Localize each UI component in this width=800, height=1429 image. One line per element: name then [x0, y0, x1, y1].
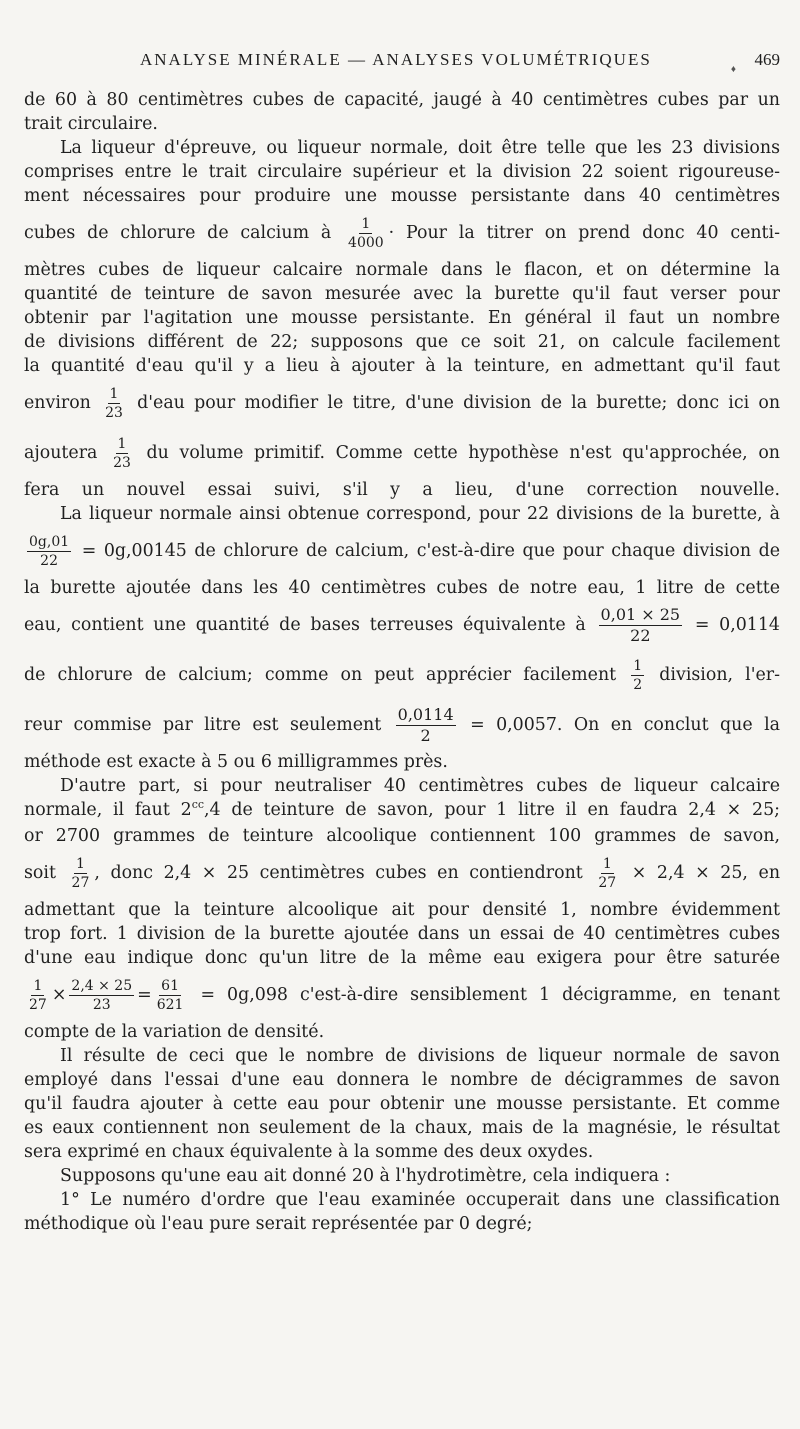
text-segment: reur commise par litre est seulement	[24, 715, 382, 735]
text-segment: · Pour la titrer on prend donc 40 centi-	[388, 223, 780, 243]
numerator: 0g,01	[29, 534, 70, 550]
denominator: 23	[105, 405, 123, 421]
numerator: 1	[361, 216, 371, 232]
text-segment: division, l'er-	[659, 665, 780, 685]
text-line: D'autre part, si pour neutraliser 40 centimètres cubes de liqueur calcaire	[60, 776, 780, 796]
text-segment: ajoutera	[24, 443, 98, 463]
text-line: obtenir par l'agitation une mousse persistante. En général il faut un nombre	[24, 308, 780, 328]
text-segment: = 0g,098 c'est-à-dire sensiblement 1 décigramme, en tenant	[200, 985, 780, 1005]
text-line	[24, 428, 780, 478]
page-header	[24, 46, 780, 76]
denominator: 2	[633, 677, 643, 693]
text-line: comprises entre le trait circulaire supérieur et la division 22 soient rigoureuse-	[24, 162, 780, 182]
text-line	[24, 600, 780, 650]
text-segment: =	[137, 985, 152, 1005]
fraction	[396, 707, 456, 744]
text-segment: de chlorure de calcium; comme on peut apprécier facilement	[24, 665, 617, 685]
denominator: 27	[598, 875, 617, 891]
running-title: ANALYSE MINÉRALE — ANALYSES VOLUMÉTRIQUES	[140, 50, 652, 69]
denominator: 23	[92, 997, 111, 1013]
text-segment: d'eau pour modifier le titre, d'une division de la burette; donc ici on	[137, 393, 781, 413]
text-line	[24, 208, 780, 258]
numerator: 0,0114	[397, 705, 454, 724]
text-line: méthodique où l'eau pure serait représentée par 0 degré;	[24, 1214, 533, 1234]
text-line: trait circulaire.	[24, 114, 158, 134]
text-line: trop fort. 1 division de la burette ajoutée dans un essai de 40 centimètres cubes	[24, 924, 780, 944]
numerator: 1	[602, 856, 612, 872]
text-line	[24, 526, 780, 576]
denominator: 2	[420, 726, 431, 745]
text-line	[24, 848, 780, 898]
numerator: 1	[75, 856, 85, 872]
text-line: mètres cubes de liqueur calcaire normale dans le flacon, et on détermine la	[24, 260, 780, 280]
text-segment: ,4 de teinture de savon, pour 1 litre il en faudra 2,4 × 25;	[204, 800, 780, 820]
text-segment: × 2,4 × 25, en	[631, 863, 781, 883]
text-line: or 2700 grammes de teinture alcoolique contiennent 100 grammes de savon,	[24, 826, 780, 846]
text-line	[24, 378, 780, 428]
numerator: 0,01 × 25	[600, 605, 681, 624]
fraction	[70, 857, 92, 890]
fraction	[111, 437, 133, 470]
print-mark: ♦	[730, 64, 738, 75]
text-segment: environ	[24, 393, 91, 413]
text-line: fera un nouvel essai suivi, s'il y a lieu, d'une correction nouvelle.	[24, 480, 780, 500]
text-line: 1° Le numéro d'ordre que l'eau examinée occuperait dans une classification	[60, 1190, 780, 1210]
fraction	[27, 979, 49, 1012]
numerator: 1	[109, 386, 119, 402]
text-line	[24, 798, 780, 824]
text-segment: soit	[24, 863, 56, 883]
text-line	[24, 970, 780, 1020]
text-line: La liqueur d'épreuve, ou liqueur normale, doit être telle que les 23 divisions	[60, 138, 780, 158]
denominator: 621	[156, 997, 184, 1013]
text-segment: cubes de chlorure de calcium à	[24, 223, 332, 243]
text-segment: = 0g,00145 de chlorure de calcium, c'est-à-dire que pour chaque division de	[81, 541, 780, 561]
text-line: admettant que la teinture alcoolique ait pour densité 1, nombre évidemment	[24, 900, 780, 920]
text-segment: ×	[51, 985, 67, 1005]
text-line: de 60 à 80 centimètres cubes de capacité, jaugé à 40 centimètres cubes par un	[24, 90, 780, 110]
text-line: quantité de teinture de savon mesurée avec la burette qu'il faut verser pour	[24, 284, 780, 304]
denominator: 4000	[348, 235, 384, 251]
text-line: d'une eau indique donc qu'un litre de la même eau exigera pour être saturée	[24, 948, 780, 968]
text-line: compte de la variation de densité.	[24, 1022, 325, 1042]
text-line: de divisions différent de 22; supposons que ce soit 21, on calcule facilement	[24, 332, 780, 352]
text-line: Il résulte de ceci que le nombre de divisions de liqueur normale de savon	[60, 1046, 780, 1066]
numerator: 1	[633, 658, 643, 674]
fraction	[631, 659, 644, 692]
page-number: 469	[754, 50, 780, 69]
text-line: ment nécessaires pour produire une mousse persistante dans 40 centimètres	[24, 186, 780, 206]
fraction	[27, 535, 71, 568]
denominator: 27	[29, 997, 47, 1013]
text-line: employé dans l'essai d'une eau donnera le nombre de décigrammes de savon	[24, 1070, 780, 1090]
text-line: méthode est exacte à 5 ou 6 milligrammes près.	[24, 752, 448, 772]
text-line: la quantité d'eau qu'il y a lieu à ajouter à la teinture, en admettant qu'il faut	[24, 356, 780, 376]
fraction	[599, 607, 683, 644]
superscript: cc	[191, 798, 205, 811]
text-segment: normale, il faut 2	[24, 800, 192, 820]
text-segment: eau, contient une quantité de bases terreuses équivalente à	[24, 615, 586, 635]
fraction	[69, 979, 134, 1012]
text-line: es eaux contiennent non seulement de la chaux, mais de la magnésie, le résultat	[24, 1118, 780, 1138]
numerator: 1	[33, 978, 43, 994]
text-line	[24, 650, 780, 700]
denominator: 23	[113, 455, 131, 471]
numerator: 2,4 × 25	[71, 978, 133, 994]
text-line: qu'il faudra ajouter à cette eau pour obtenir une mousse persistante. Et comme	[24, 1094, 780, 1114]
text-line: sera exprimé en chaux équivalente à la somme des deux oxydes.	[24, 1142, 594, 1162]
fraction	[346, 217, 386, 250]
text-line: Supposons qu'une eau ait donné 20 à l'hydrotimètre, cela indiquera :	[60, 1166, 671, 1186]
fraction	[103, 387, 125, 420]
fraction	[596, 857, 618, 890]
text-line	[24, 700, 780, 750]
fraction	[155, 979, 186, 1012]
text-line: la burette ajoutée dans les 40 centimètres cubes de notre eau, 1 litre de cette	[24, 578, 780, 598]
denominator: 22	[40, 553, 58, 569]
text-line: La liqueur normale ainsi obtenue correspond, pour 22 divisions de la burette, à	[60, 504, 780, 524]
numerator: 1	[117, 436, 127, 452]
denominator: 27	[71, 875, 90, 891]
denominator: 22	[630, 626, 651, 645]
text-segment: = 0,0057. On en conclut que la	[470, 715, 781, 735]
numerator: 61	[161, 978, 179, 994]
text-segment: du volume primitif. Comme cette hypothèse n'est qu'approchée, on	[146, 443, 780, 463]
text-segment: = 0,0114	[694, 615, 780, 635]
text-segment: , donc 2,4 × 25 centimètres cubes en contiendront	[94, 863, 583, 883]
page-body	[24, 88, 780, 1236]
